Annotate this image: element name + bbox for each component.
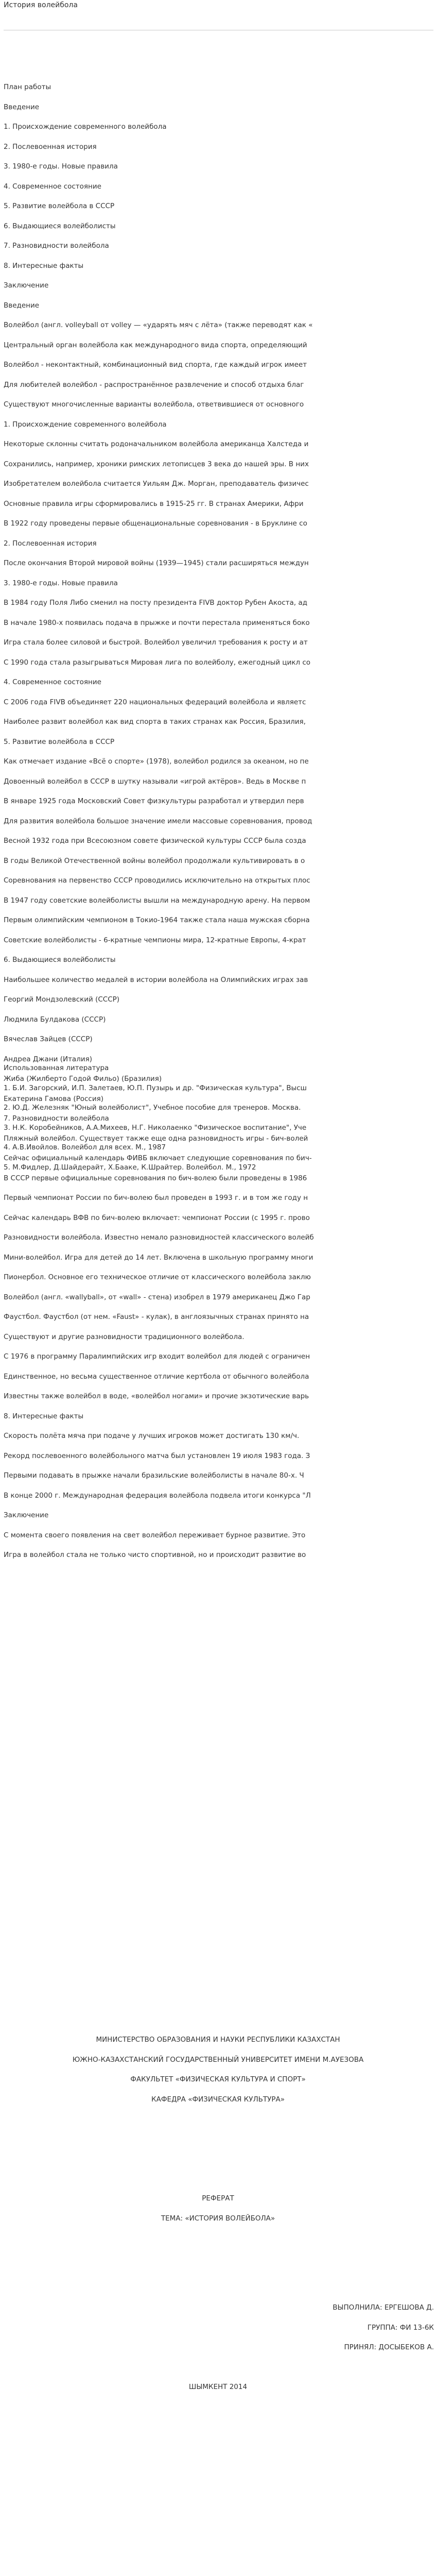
text-line: Довоенный волейбол в СССР в шутку называли «игрой актёров». Ведь в Москве п: [4, 777, 306, 786]
text-line: Наиболее развит волейбол как вид спорта в таких странах как Россия, Бразилия,: [4, 718, 306, 726]
referat-line: ТЕМА: «ИСТОРИЯ ВОЛЕЙБОЛА»: [161, 2214, 275, 2223]
text-line: Для любителей волейбол - распространённое развлечение и способ отдыха благ: [4, 380, 304, 389]
page-title: История волейбола: [4, 1, 78, 9]
text-line: 3. 1980-е годы. Новые правила: [4, 162, 118, 171]
text-line: Соревнования на первенство СССР проводились исключительно на открытых плос: [4, 876, 310, 885]
text-line: 8. Интересные факты: [4, 1412, 84, 1420]
title-page: [0, 2030, 436, 2391]
reference-line: 5. М.Фидлер, Д.Шайдерайт, Х.Бааке, К.Шрайтер. Волейбол. М., 1972: [4, 1163, 256, 1172]
text-line: Введение: [4, 301, 40, 310]
text-line: Сохранились, например, хроники римских летописцев 3 века до нашей эры. В них: [4, 460, 309, 468]
text-line: Известны также волейбол в воде, «волейбол ногами» и прочие экзотические варь: [4, 1392, 309, 1400]
text-line: Как отмечает издание «Всё о спорте» (1978), волейбол родился за океаном, но пе: [4, 757, 309, 766]
author-line: ГРУППА: ФИ 13-6К: [367, 2323, 434, 2332]
institution-line: ЮЖНО-КАЗАХСТАНСКИЙ ГОСУДАРСТВЕННЫЙ УНИВЕРСИТЕТ ИМЕНИ М.АУЕЗОВА: [72, 2055, 364, 2064]
text-line: 2. Послевоенная история: [4, 142, 97, 151]
text-line: Андреа Джани (Италия): [4, 1055, 92, 1063]
text-line: В 1922 году проведены первые общенациональные соревнования - в Бруклине со: [4, 519, 307, 528]
text-line: В начале 1980-х появилась подача в прыжке и почти перестала применяться боко: [4, 618, 310, 627]
institution-line: МИНИСТЕРСТВО ОБРАЗОВАНИЯ И НАУКИ РЕСПУБЛИКИ КАЗАХСТАН: [96, 2036, 340, 2044]
text-line: 2. Послевоенная история: [4, 539, 97, 548]
text-line: После окончания Второй мировой войны (1939—1945) стали расширяться междун: [4, 559, 309, 567]
text-line: Пляжный волейбол. Существует также еще одна разновидность игры - бич-волей: [4, 1134, 308, 1143]
institution-line: КАФЕДРА «ФИЗИЧЕСКАЯ КУЛЬТУРА»: [151, 2095, 285, 2104]
text-line: Рекорд послевоенного волейбольного матча был установлен 19 июля 1983 года. З: [4, 1451, 310, 1460]
document-body: [4, 77, 436, 1565]
text-line: Изобретателем волейбола считается Уильям Дж. Морган, преподаватель физичес: [4, 480, 309, 488]
referat-block: [0, 2189, 436, 2228]
text-line: Разновидности волейбола. Известно немало разновидностей классического волейб: [4, 1233, 314, 1242]
city-year: ШЫМКЕНТ 2014: [188, 2383, 248, 2391]
text-line: Советские волейболисты - 6-кратные чемпионы мира, 12-кратные Европы, 4-крат: [4, 936, 306, 944]
text-line: Игра стала более силовой и быстрой. Волейбол увеличил требования к росту и ат: [4, 638, 308, 647]
text-line: Введение: [4, 103, 40, 111]
text-line: Заключение: [4, 1511, 49, 1519]
text-line: Волейбол - неконтактный, комбинационный вид спорта, где каждый игрок имеет: [4, 361, 307, 369]
text-line: Первыми подавать в прыжке начали бразильские волейболисты в начале 80-х. Ч: [4, 1471, 304, 1480]
text-line: Заключение: [4, 281, 49, 290]
text-line: Фаустбол. Фаустбол (от нем. «Faust» - кулак), в англоязычных странах принято на: [4, 1313, 309, 1321]
reference-line: Использованная литература: [4, 1064, 109, 1072]
text-line: С 1976 в программу Паралимпийских игр входит волейбол для людей с ограничен: [4, 1352, 310, 1361]
text-line: Основные правила игры сформировались в 1915-25 гг. В странах Америки, Афри: [4, 499, 304, 508]
text-line: Людмила Булдакова (СССР): [4, 1015, 106, 1024]
author-line: ВЫПОЛНИЛА: ЕРГЕШОВА Д.: [333, 2303, 434, 2312]
text-line: Пионербол. Основное его техническое отличие от классического волейбола заклю: [4, 1273, 311, 1281]
author-block: [333, 2298, 434, 2358]
text-line: План работы: [4, 83, 51, 91]
text-line: 7. Разновидности волейбола: [4, 1114, 109, 1123]
text-line: Сейчас официальный календарь ФИВБ включает следующие соревнования по бич-: [4, 1154, 312, 1162]
text-line: В СССР первые официальные соревнования по бич-волею были проведены в 1986: [4, 1174, 307, 1182]
text-line: Екатерина Гамова (Россия): [4, 1094, 104, 1103]
text-line: 3. 1980-е годы. Новые правила: [4, 579, 118, 587]
author-line: ПРИНЯЛ: ДОСЫБЕКОВ А.: [344, 2343, 434, 2351]
text-line: В годы Великой Отечественной войны волейбол продолжали культивировать в о: [4, 856, 305, 865]
text-line: 7. Разновидности волейбола: [4, 242, 109, 250]
referat-line: РЕФЕРАТ: [202, 2194, 234, 2202]
text-line: 8. Интересные факты: [4, 261, 84, 270]
text-line: 6. Выдающиеся волейболисты: [4, 222, 116, 230]
text-line: 1. Происхождение современного волейбола: [4, 123, 167, 131]
text-line: С момента своего появления на свет волейбол переживает бурное развитие. Это: [4, 1531, 306, 1539]
text-line: Волейбол (англ. «wallyball», от «wall» - стена) изобрел в 1979 американец Джо Гар: [4, 1293, 310, 1301]
text-line: Сейчас календарь ВФВ по бич-волею включает: чемпионат России (с 1995 г. прово: [4, 1213, 310, 1222]
text-line: В конце 2000 г. Международная федерация волейбола подвела итоги конкурса "Л: [4, 1491, 311, 1500]
text-line: Некоторые склонны считать родоначальником волейбола американца Халстеда и: [4, 440, 309, 448]
reference-line: 4. А.В.Ивойлов. Волейбол для всех. М., 1987: [4, 1143, 166, 1151]
text-line: В 1984 году Поля Либо сменил на посту президента FIVB доктор Рубен Акоста, ад: [4, 599, 307, 607]
text-line: 4. Современное состояние: [4, 182, 101, 191]
text-line: Весной 1932 года при Всесоюзном совете физической культуры СССР была созда: [4, 837, 306, 845]
reference-line: 3. Н.К. Коробейников, А.А.Михеев, Н.Г. Николаенко "Физическое воспитание", Уче: [4, 1123, 307, 1132]
reference-line: 1. Б.И. Загорский, И.П. Залетаев, Ю.П. Пузырь и др. "Физическая культура", Высш: [4, 1083, 307, 1092]
text-line: Существуют и другие разновидности традиционного волейбола.: [4, 1332, 245, 1341]
reference-line: 2. Ю.Д. Железняк "Юный волейболист", Учебное пособие для тренеров. Москва.: [4, 1104, 301, 1112]
text-line: Первый чемпионат России по бич-волею был проведен в 1993 г. и в том же году н: [4, 1194, 308, 1202]
text-line: Игра в волейбол стала не только чисто спортивной, но и происходит развитие во: [4, 1551, 306, 1559]
text-line: Жиба (Жилберто Годой Фильо) (Бразилия): [4, 1075, 162, 1083]
text-line: С 2006 года FIVB объединяет 220 национальных федераций волейбола и являетс: [4, 698, 306, 706]
text-line: 1. Происхождение современного волейбола: [4, 420, 167, 429]
text-line: В январе 1925 года Московский Совет физкультуры разработал и утвердил перв: [4, 797, 304, 805]
text-line: Единственное, но весьма существенное отличие кертбола от обычного волейбола: [4, 1372, 309, 1381]
literature-section: [4, 1058, 436, 1177]
institution-block: [0, 2030, 436, 2109]
text-line: Центральный орган волейбола как международного вида спорта, определяющий: [4, 341, 307, 349]
text-line: Существуют многочисленные варианты волейбола, ответвившиеся от основного: [4, 400, 304, 409]
text-line: Наибольшее количество медалей в истории волейбола на Олимпийских играх зав: [4, 975, 308, 984]
text-line: Первым олимпийским чемпионом в Токио-1964 также стала наша мужская сборна: [4, 916, 310, 924]
text-line: Вячеслав Зайцев (СССР): [4, 1035, 93, 1043]
text-line: 5. Развитие волейбола в СССР: [4, 737, 115, 746]
text-line: В 1947 году советские волейболисты вышли на международную арену. На первом: [4, 896, 310, 905]
text-line: 4. Современное состояние: [4, 678, 101, 686]
text-line: Для развития волейбола большое значение имели массовые соревнования, провод: [4, 817, 312, 825]
text-line: Мини-волейбол. Игра для детей до 14 лет. Включена в школьную программу многи: [4, 1253, 313, 1262]
text-line: 5. Развитие волейбола в СССР: [4, 202, 115, 210]
text-line: Скорость полёта мяча при подаче у лучших игроков может достигать 130 км/ч.: [4, 1432, 300, 1440]
institution-line: ФАКУЛЬТЕТ «ФИЗИЧЕСКАЯ КУЛЬТУРА И СПОРТ»: [130, 2075, 306, 2083]
text-line: 6. Выдающиеся волейболисты: [4, 956, 116, 964]
text-line: С 1990 года стала разыгрываться Мировая лига по волейболу, ежегодный цикл со: [4, 658, 311, 667]
text-line: Георгий Мондзолевский (СССР): [4, 995, 120, 1004]
text-line: Волейбол (англ. volleyball от volley — «ударять мяч с лёта» (также переводят как «: [4, 321, 313, 329]
